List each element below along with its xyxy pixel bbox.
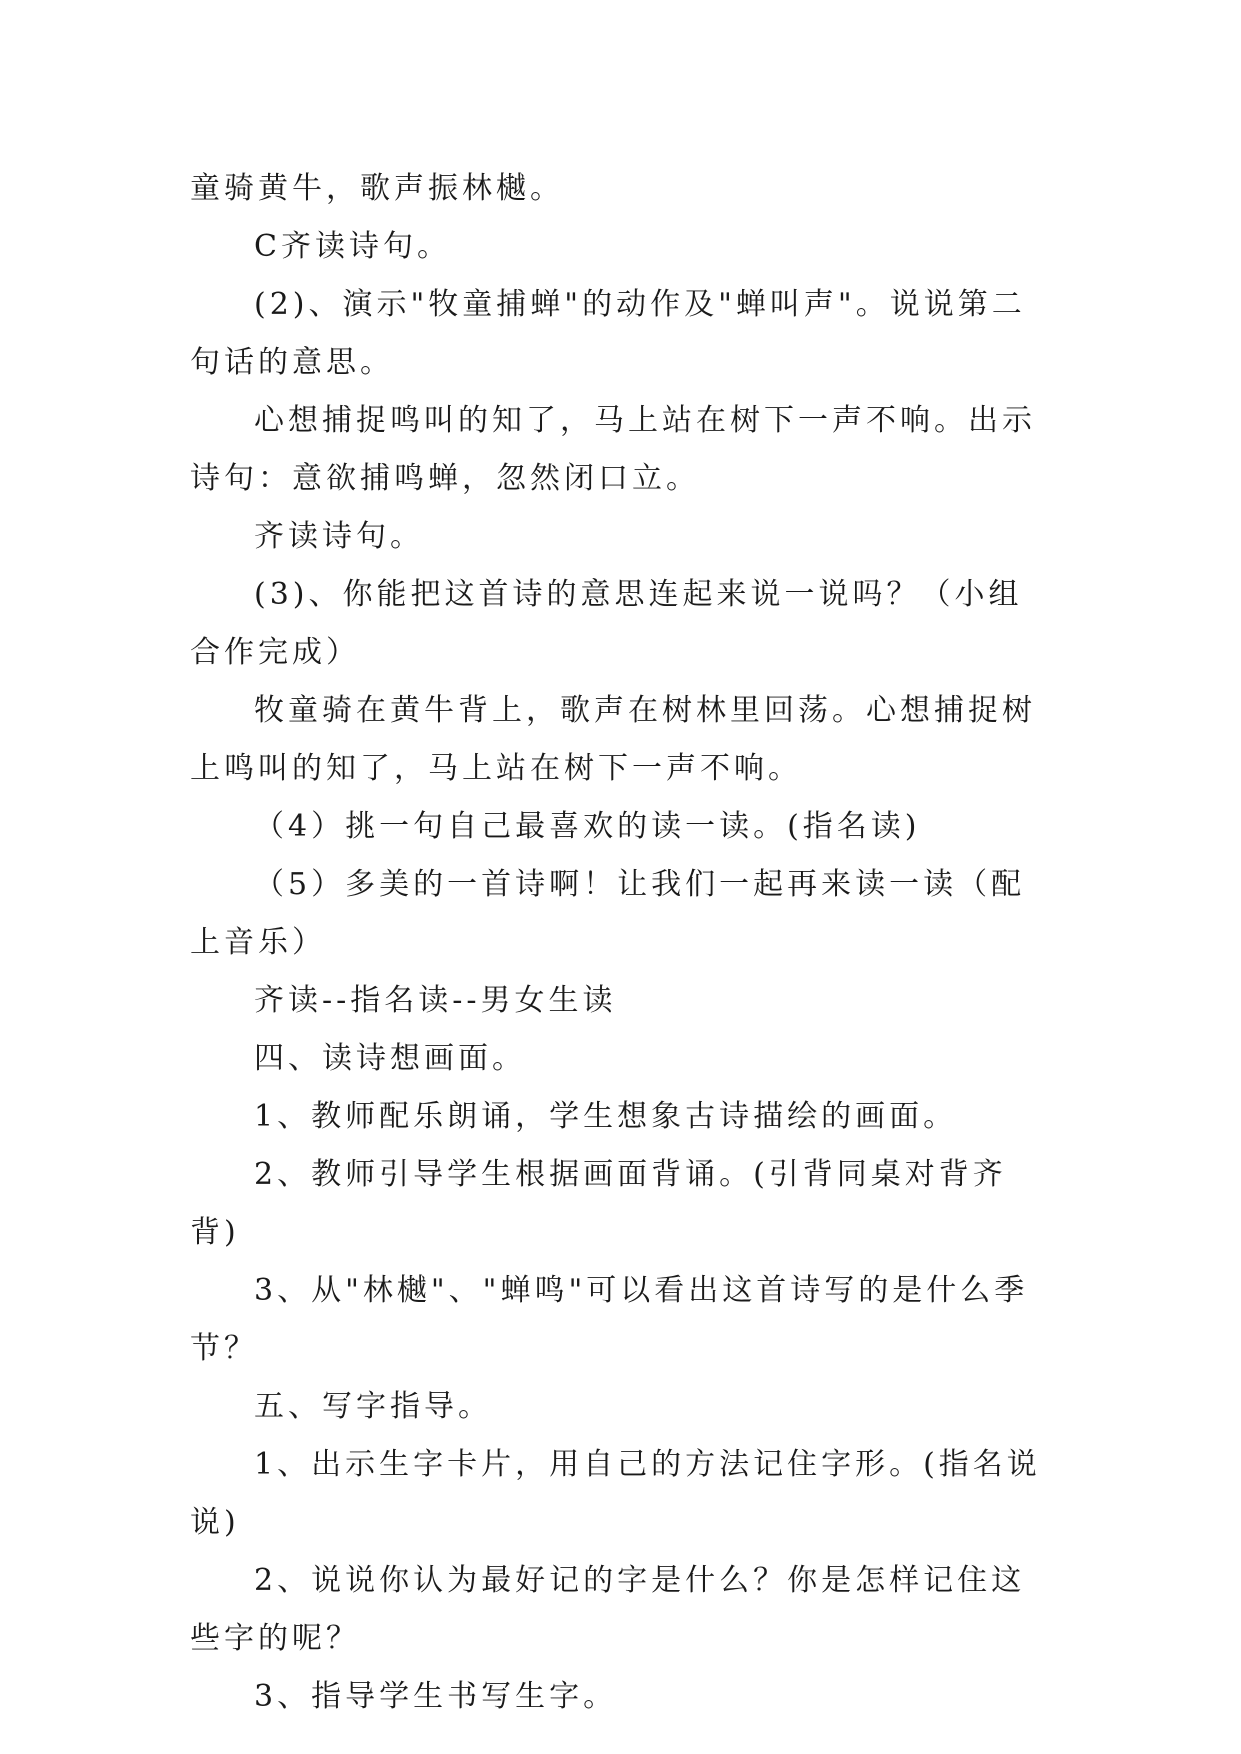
paragraph-10: 齐读--指名读--男女生读 <box>254 983 617 1018</box>
paragraph-3: (2)、演示"牧童捕蝉"的动作及"蝉叫声"。说说第二句话的意思。 <box>190 287 1026 380</box>
section-heading-5: 五、写字指导。 <box>254 1389 492 1424</box>
paragraph-2: C齐读诗句。 <box>254 229 451 264</box>
paragraph-8: （4）挑一句自己最喜欢的读一读。(指名读) <box>254 809 921 844</box>
paragraph-18: 3、指导学生书写生字。 <box>254 1679 618 1714</box>
paragraph-4: 心想捕捉鸣叫的知了，马上站在树下一声不响。出示诗句：意欲捕鸣蝉，忽然闭口立。 <box>190 403 1036 496</box>
paragraph-6: (3)、你能把这首诗的意思连起来说一说吗？（小组合作完成） <box>190 577 1023 670</box>
paragraph-9: （5）多美的一首诗啊！让我们一起再来读一读（配上音乐） <box>190 867 1026 960</box>
paragraph-12: 1、教师配乐朗诵，学生想象古诗描绘的画面。 <box>254 1099 958 1134</box>
section-heading-4: 四、读诗想画面。 <box>254 1041 526 1076</box>
document-body <box>190 160 1055 1726</box>
paragraph-16: 1、出示生字卡片，用自己的方法记住字形。(指名说说) <box>190 1447 1041 1540</box>
paragraph-14: 3、从"林樾"、"蝉鸣"可以看出这首诗写的是什么季节？ <box>190 1273 1029 1366</box>
paragraph-7: 牧童骑在黄牛背上，歌声在树林里回荡。心想捕捉树上鸣叫的知了，马上站在树下一声不响。 <box>190 693 1036 786</box>
paragraph-1: 童骑黄牛，歌声振林樾。 <box>190 171 564 206</box>
paragraph-13: 2、教师引导学生根据画面背诵。(引背同桌对背齐背) <box>190 1157 1007 1250</box>
paragraph-5: 齐读诗句。 <box>254 519 424 554</box>
paragraph-17: 2、说说你认为最好记的字是什么？你是怎样记住这些字的呢？ <box>190 1563 1026 1656</box>
